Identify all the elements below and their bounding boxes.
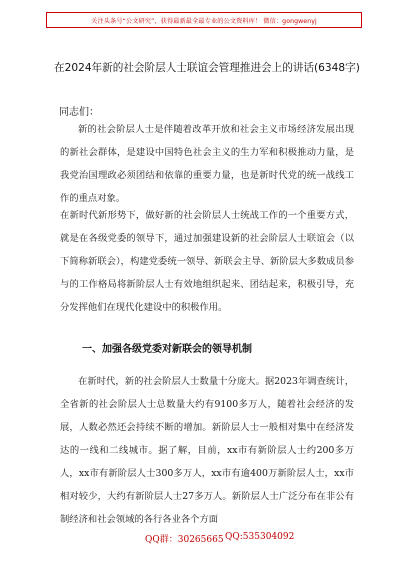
- header-banner-text: 关注头条号“公文研究”，获得最新最全最专业的公文资料库！ 微信：gongwenyj: [91, 17, 317, 25]
- paragraph: 新的社会阶层人士是伴随着改革开放和社会主义市场经济发展出现的新社会群体，是建设中国特色社会主义的生力军和积极推动力量，是我党治国理政必须团结和依靠的重要力量，也是新时代党的统一战线工作的重点对象。: [60, 124, 354, 204]
- footer: [0, 532, 408, 548]
- paragraph: 在新时代新形势下，做好新的社会阶层人士统战工作的一个重要方式，就是在各级党委的领导下，通过加强建设新的社会阶层人士联谊会（以下简称新联会），构建党委统一领导、新联会主导、新阶层大多数成员参与的工作格局将新阶层人士有效地组织起来、团结起来，积极引导，充分发挥他们在现代化建设中的积极作用。: [60, 210, 354, 313]
- paragraph: 在新时代，新的社会阶层人士数量十分庞大。据2023年调查统计，全省新的社会阶层人士总数量大约有9100多万人，随着社会经济的发展，人数必然还会持续不断的增加。新阶层人士一般相对集中在经济发达的一线和二线城市。据了解，目前，xx市有新阶层人士约200多万人，xx市有新阶层人士300多万人，xx市有逾400万新阶层人士，xx市相对较少，大约有新阶层人士27多万人。新阶层人士广泛分布在非公有制经济和社会领域的各行各业各个方面: [60, 376, 354, 525]
- section-heading: 一、加强各级党委对新联会的领导机制: [82, 344, 252, 355]
- document-title: 在2024年新的社会阶层人士联谊会管理推进会上的讲话(6348字): [54, 62, 360, 74]
- salutation: 同志们：: [59, 107, 99, 118]
- footer-qq-group: QQ群：30265665: [145, 535, 224, 545]
- footer-qq-contact: QQ:535304092: [225, 532, 295, 542]
- header-banner: [46, 12, 362, 28]
